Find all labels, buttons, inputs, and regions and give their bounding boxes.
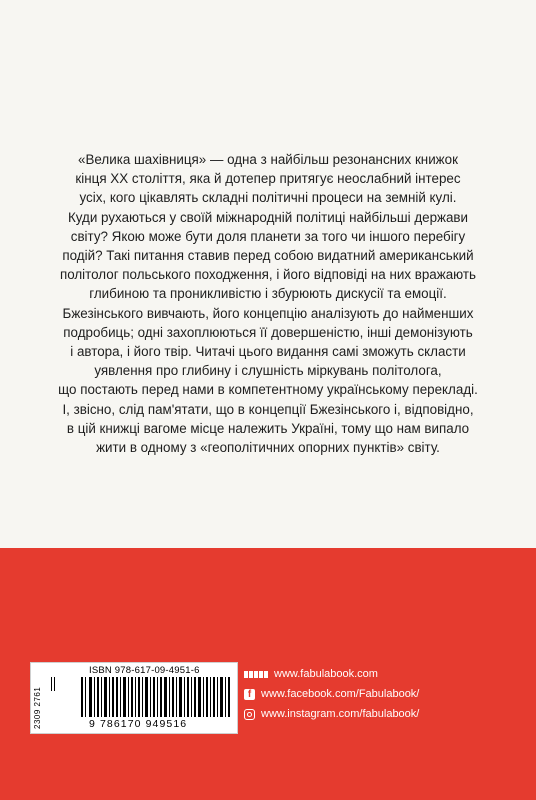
blurb-line: Бжезінського вивчають, його концепцію аналізують до найменших (62, 305, 474, 321)
blurb-line: глибиною та проникливістю і збурюють дискусії та емоції. (89, 286, 447, 302)
instagram-link[interactable] (244, 704, 504, 724)
blurb-line: «Велика шахівниця» — одна з найбільш резонансних книжок (78, 152, 458, 167)
facebook-link-text: www.facebook.com/Fabulabook/ (261, 688, 420, 700)
blurb-line: світу? Якою може бути доля планети за того чи іншого перебігу (70, 228, 466, 244)
barcode-label (30, 662, 238, 734)
blurb-line: жити в одному з «геополітичних опорних пунктів» світу. (96, 440, 440, 456)
website-link-text: www.fabulabook.com (274, 668, 378, 680)
cover-blurb (38, 150, 498, 457)
facebook-icon: f (244, 689, 255, 700)
barcode-side-code: 2309 2761 (33, 686, 42, 729)
blurb-line: уявлення про глибину і слушність міркувань політолога, (94, 363, 442, 379)
blurb-line: Куди рухаються у своїй міжнародній політиці найбільші держави (67, 209, 469, 225)
instagram-link-text: www.instagram.com/fabulabook/ (261, 708, 420, 720)
isbn-number: ISBN 978-617-09-4951-6 (89, 665, 200, 676)
blurb-line: подій? Такі питання ставив перед собою видатний американський (62, 248, 474, 264)
website-link[interactable] (244, 664, 504, 684)
instagram-icon (244, 709, 255, 720)
blurb-line: політолог польського походження, і його відповіді на них вражають (59, 267, 477, 283)
blurb-line: усіх, кого цікавлять складні політичні процеси на земній кулі. (79, 190, 457, 206)
blurb-line: кінця XX століття, яка й дотепер притягує неослабний інтерес (75, 171, 461, 187)
barcode-bars (51, 677, 231, 717)
blurb-line: і автора, і його твір. Читачі цього видання самі зможуть скласти (70, 344, 466, 360)
blurb-line: в цій книжці вагоме місце належить Україні, тому що нам випало (66, 420, 470, 436)
fabula-logo-icon (244, 671, 268, 678)
blurb-line: І, звісно, слід пам'ятати, що в концепції Бжезінського і, відповідно, (62, 401, 474, 417)
blurb-line: подробиць; одні захоплюються її довершеністю, інші демонізують (63, 324, 473, 340)
publisher-links (244, 664, 504, 724)
barcode-digits: 9 786170 949516 (89, 718, 188, 730)
blurb-line: що постають перед нами в компетентному українському перекладі. (58, 382, 478, 398)
facebook-link[interactable] (244, 684, 504, 704)
